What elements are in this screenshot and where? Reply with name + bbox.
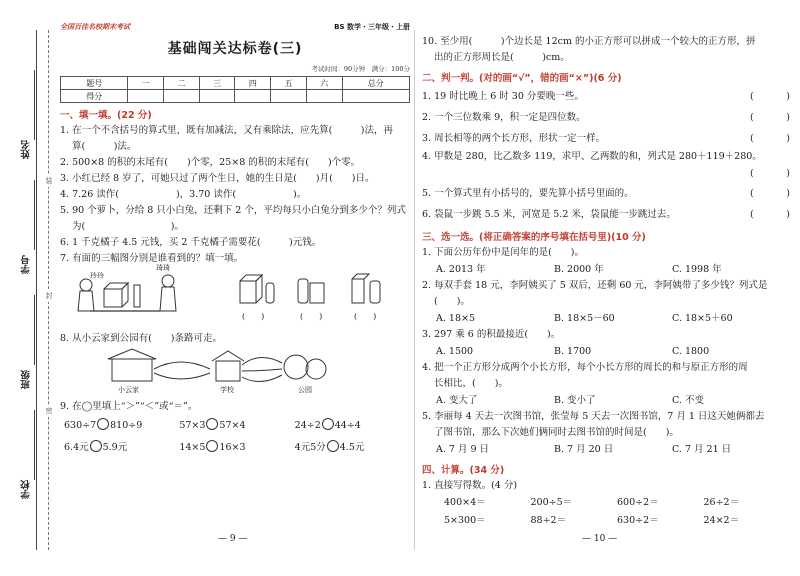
score-cell[interactable] <box>342 90 409 103</box>
choice-options-2 <box>422 310 790 327</box>
header-top <box>60 22 410 36</box>
choice-option[interactable]: C. 1800 <box>672 346 710 357</box>
question-10-cont: 出的正方形周长是( )cm。 <box>434 52 570 63</box>
binding-strip <box>0 0 56 576</box>
score-table <box>60 76 410 103</box>
choice-option[interactable]: B. 变小了 <box>554 395 596 406</box>
compare-left: 14×5 <box>179 442 206 453</box>
compare-circle[interactable] <box>327 440 339 452</box>
section-4-title: 四、计算。(34 分) <box>422 465 505 476</box>
question-3: 3. 小红已经 8 岁了，可她只过了两个生日，她的生日是( )月( )日。 <box>60 173 375 184</box>
compare-left: 6.4元 <box>64 442 89 453</box>
calc-item[interactable]: 5×300＝ <box>444 515 486 526</box>
choice-question-4: 4. 把一个正方形分成两个小长方形，每个小长方形的周长的和与原正方形的周 <box>422 362 748 373</box>
judge-text: 5. 一个算式里有小括号的，要先算小括号里面的。 <box>422 188 634 199</box>
figure-name-qiqi: 琦琦 <box>156 264 170 272</box>
score-header: 六 <box>306 77 342 90</box>
judge-item <box>422 183 790 204</box>
score-header: 总分 <box>342 77 409 90</box>
paren-open: ( <box>750 209 754 220</box>
choice-option[interactable]: B. 18×5－60 <box>554 313 615 324</box>
judge-answer[interactable] <box>750 204 790 225</box>
judge-item <box>422 128 790 149</box>
compare-right: 5.9元 <box>102 442 128 453</box>
question-10: 10. 至少用( )个边长是 12cm 的小正方形可以拼成一个较大的正方形，拼 <box>422 36 756 47</box>
school-label: 学校 <box>21 480 32 499</box>
compare-circle[interactable] <box>97 418 109 430</box>
choice-option[interactable]: A. 1500 <box>436 346 474 357</box>
score-cell[interactable] <box>271 90 307 103</box>
compare-right: 16×3 <box>219 442 246 453</box>
question-6: 6. 1 千克橘子 4.5 元钱，买 2 千克橘子需要花( )元钱。 <box>60 237 322 248</box>
place-home-label: 小云家 <box>118 386 139 394</box>
question-9: 9. 在◯里填上“＞”“＜”或“＝”。 <box>60 401 198 412</box>
choice-options-5 <box>422 441 790 458</box>
judge-text: 2. 一个三位数乘 9，积一定是四位数。 <box>422 112 586 123</box>
compare-circle[interactable] <box>90 440 102 452</box>
paren-open: ( <box>750 91 754 102</box>
page-title: 基础闯关达标卷(三) <box>167 41 303 57</box>
score-cell[interactable] <box>199 90 235 103</box>
section-1-title: 一、填一填。(22 分) <box>60 110 152 121</box>
choice-option[interactable]: C. 不变 <box>672 395 704 406</box>
choice-option[interactable]: C. 1998 年 <box>672 264 722 275</box>
paren-open: ( <box>750 112 754 123</box>
calc-item[interactable]: 200÷5＝ <box>530 497 573 508</box>
place-school-label: 学校 <box>220 386 234 394</box>
place-park-label: 公园 <box>298 386 312 394</box>
paren-close: ) <box>786 133 790 144</box>
paren-close: ) <box>786 112 790 123</box>
choice-question-4-cont: 长相比，( )。 <box>434 378 508 389</box>
score-header: 四 <box>235 77 271 90</box>
compare-circle[interactable] <box>206 440 218 452</box>
left-page <box>60 22 410 459</box>
choice-option[interactable]: A. 2013 年 <box>436 264 486 275</box>
choice-option[interactable]: B. 2000 年 <box>554 264 604 275</box>
compare-row-2 <box>60 437 410 459</box>
judge-answer[interactable] <box>750 128 790 149</box>
score-header: 题号 <box>61 77 128 90</box>
calc-item[interactable]: 400×4＝ <box>444 497 486 508</box>
school-blank[interactable] <box>34 410 35 480</box>
right-page <box>422 34 790 530</box>
calc-item[interactable]: 24×2＝ <box>703 515 740 526</box>
exam-time: 考试时间：90分钟 满分：100分 <box>311 65 410 73</box>
judge-text: 1. 19 时比晚上 6 时 30 分要晚一些。 <box>422 91 584 102</box>
score-header: 一 <box>128 77 164 90</box>
question-8-illustration <box>60 347 410 395</box>
question-1-cont: 算( )法。 <box>72 141 137 152</box>
question-5-cont: 为( )。 <box>72 221 184 232</box>
compare-item <box>179 437 294 459</box>
choice-options-1 <box>422 261 790 278</box>
score-cell[interactable] <box>306 90 342 103</box>
calc-title: 1. 直接写得数。(4 分) <box>422 480 518 491</box>
choice-option[interactable]: B. 7 月 20 日 <box>554 444 614 455</box>
student-id-blank[interactable] <box>34 180 35 250</box>
score-header-row <box>61 77 410 90</box>
compare-left: 630÷7 <box>64 420 97 431</box>
answer-paren[interactable]: ( ) <box>354 312 377 321</box>
route-map-svg <box>60 347 410 395</box>
judge-item <box>422 107 790 128</box>
score-header: 二 <box>164 77 200 90</box>
paren-close: ) <box>786 91 790 102</box>
calc-item[interactable]: 88÷2＝ <box>530 515 567 526</box>
score-cell[interactable] <box>235 90 271 103</box>
question-5: 5. 90 个萝卜，分给 8 只小白兔，还剩下 2 个，平均每只小白兔分到多少个？列式 <box>60 205 406 216</box>
judge-text: 6. 袋鼠一步跳 5.5 米，河宽是 5.2 米，袋鼠能一步跳过去。 <box>422 209 676 220</box>
compare-left: 24÷2 <box>294 420 321 431</box>
page-divider <box>414 30 415 550</box>
paren-close: ) <box>786 209 790 220</box>
student-id-label: 学号 <box>21 255 32 274</box>
choice-options-3 <box>422 343 790 360</box>
question-2: 2. 500×8 的积的末尾有( )个零，25×8 的积的末尾有( )个零。 <box>60 157 361 168</box>
calc-item[interactable]: 600÷2＝ <box>617 497 659 508</box>
score-row-label: 得分 <box>61 90 128 103</box>
choice-option[interactable]: C. 7 月 21 日 <box>672 444 732 455</box>
score-cell[interactable] <box>128 90 164 103</box>
compare-item <box>64 415 179 437</box>
paren-open: ( <box>750 188 754 199</box>
page-number-right: — 10 — <box>582 534 618 544</box>
compare-right: 810÷9 <box>110 420 143 431</box>
choice-options-4 <box>422 392 790 409</box>
page-number-left: — 9 — <box>218 534 248 544</box>
paren-open: ( <box>750 168 754 179</box>
choice-option[interactable]: A. 7 月 9 日 <box>436 444 490 455</box>
compare-row-1 <box>60 415 410 437</box>
choice-option[interactable]: B. 1700 <box>554 346 592 357</box>
paren-open: ( <box>750 133 754 144</box>
compare-right: 44÷4 <box>334 420 361 431</box>
compare-item <box>295 415 410 437</box>
figure-name-lingling: 玲玲 <box>90 272 104 280</box>
brand-text: 全国百佳名校期末考试 <box>60 23 130 31</box>
question-4: 4. 7.26 读作( )，3.70 读作( )。 <box>60 189 307 200</box>
choice-question-5-cont: 了图书馆，那么下次她们俩同时去图书馆的时间是( )。 <box>434 427 679 438</box>
judge-text: 3. 周长相等的两个长方形，形状一定一样。 <box>422 133 606 144</box>
judge-answer[interactable] <box>750 86 790 107</box>
question-8: 8. 从小云家到公园有( )条路可走。 <box>60 333 222 344</box>
score-header: 三 <box>199 77 235 90</box>
question-1: 1. 在一个不含括号的算式里，既有加减法，又有乘除法，应先算( )法，再 <box>60 125 393 136</box>
calc-item[interactable]: 26÷2＝ <box>703 497 740 508</box>
calc-row-2 <box>422 512 790 530</box>
choice-question-5: 5. 李丽每 4 天去一次图书馆，张莹每 5 天去一次图书馆，7 月 1 日这天她俩都去 <box>422 411 765 422</box>
judge-answer[interactable] <box>750 107 790 128</box>
compare-right: 57×4 <box>219 420 246 431</box>
seal-mark-3: 密 <box>43 405 55 417</box>
class-label: 班级 <box>21 370 32 389</box>
judge-text: 4. 甲数是 280，比乙数多 119，求甲、乙两数的和，列式是 280＋119＋280。 <box>422 151 762 162</box>
compare-item <box>179 415 294 437</box>
compare-left: 57×3 <box>179 420 206 431</box>
judge-answer[interactable] <box>750 165 790 183</box>
judge-item <box>422 86 790 107</box>
paren-close: ) <box>786 188 790 199</box>
compare-right: 4.5元 <box>339 442 365 453</box>
seal-mark-1: 装 <box>43 175 55 187</box>
choice-question-3: 3. 297 乘 6 的积最接近( )。 <box>422 329 561 340</box>
score-row <box>61 90 410 103</box>
question-7-illustration <box>60 264 410 327</box>
name-blank[interactable] <box>34 70 35 140</box>
seal-mark-2: 封 <box>43 290 55 302</box>
compare-left: 4元5分 <box>294 442 326 453</box>
judge-item <box>422 204 790 225</box>
judge-item-4-answer-row <box>422 165 790 183</box>
choice-question-2-cont: ( )。 <box>434 296 470 307</box>
judge-item <box>422 149 790 165</box>
question-7: 7. 有面的三幅图分别是谁看到的？填一填。 <box>60 253 244 264</box>
paren-close: ) <box>786 168 790 179</box>
calc-item[interactable]: 630÷2＝ <box>617 515 659 526</box>
judge-answer[interactable] <box>750 183 790 204</box>
compare-item <box>64 437 179 459</box>
compare-circle[interactable] <box>322 418 334 430</box>
choice-question-1: 1. 下面公历年份中是闰年的是( )。 <box>422 247 584 258</box>
calc-row-1 <box>422 494 790 512</box>
section-3-title: 三、选一选。(将正确答案的序号填在括号里)(10 分) <box>422 232 646 243</box>
score-cell[interactable] <box>164 90 200 103</box>
compare-item <box>295 437 410 459</box>
choice-option[interactable]: A. 18×5 <box>436 313 475 324</box>
choice-option[interactable]: C. 18×5＋60 <box>672 313 733 324</box>
score-header: 五 <box>271 77 307 90</box>
section-2-title: 二、判一判。(对的画“√”，错的画“×”)(6 分) <box>422 73 622 84</box>
choice-question-2: 2. 每双手套 18 元，李阿姨买了 5 双后，还剩 60 元，李阿姨带了多少钱？列式是 <box>422 280 768 291</box>
name-label: 姓名 <box>21 140 32 159</box>
grade-text: BS 数学・三年级・上册 <box>334 23 410 31</box>
class-blank[interactable] <box>34 295 35 365</box>
answer-paren[interactable]: ( ) <box>300 312 323 321</box>
compare-circle[interactable] <box>206 418 218 430</box>
choice-option[interactable]: A. 变大了 <box>436 395 478 406</box>
answer-paren[interactable]: ( ) <box>242 312 265 321</box>
binding-line <box>36 30 37 550</box>
